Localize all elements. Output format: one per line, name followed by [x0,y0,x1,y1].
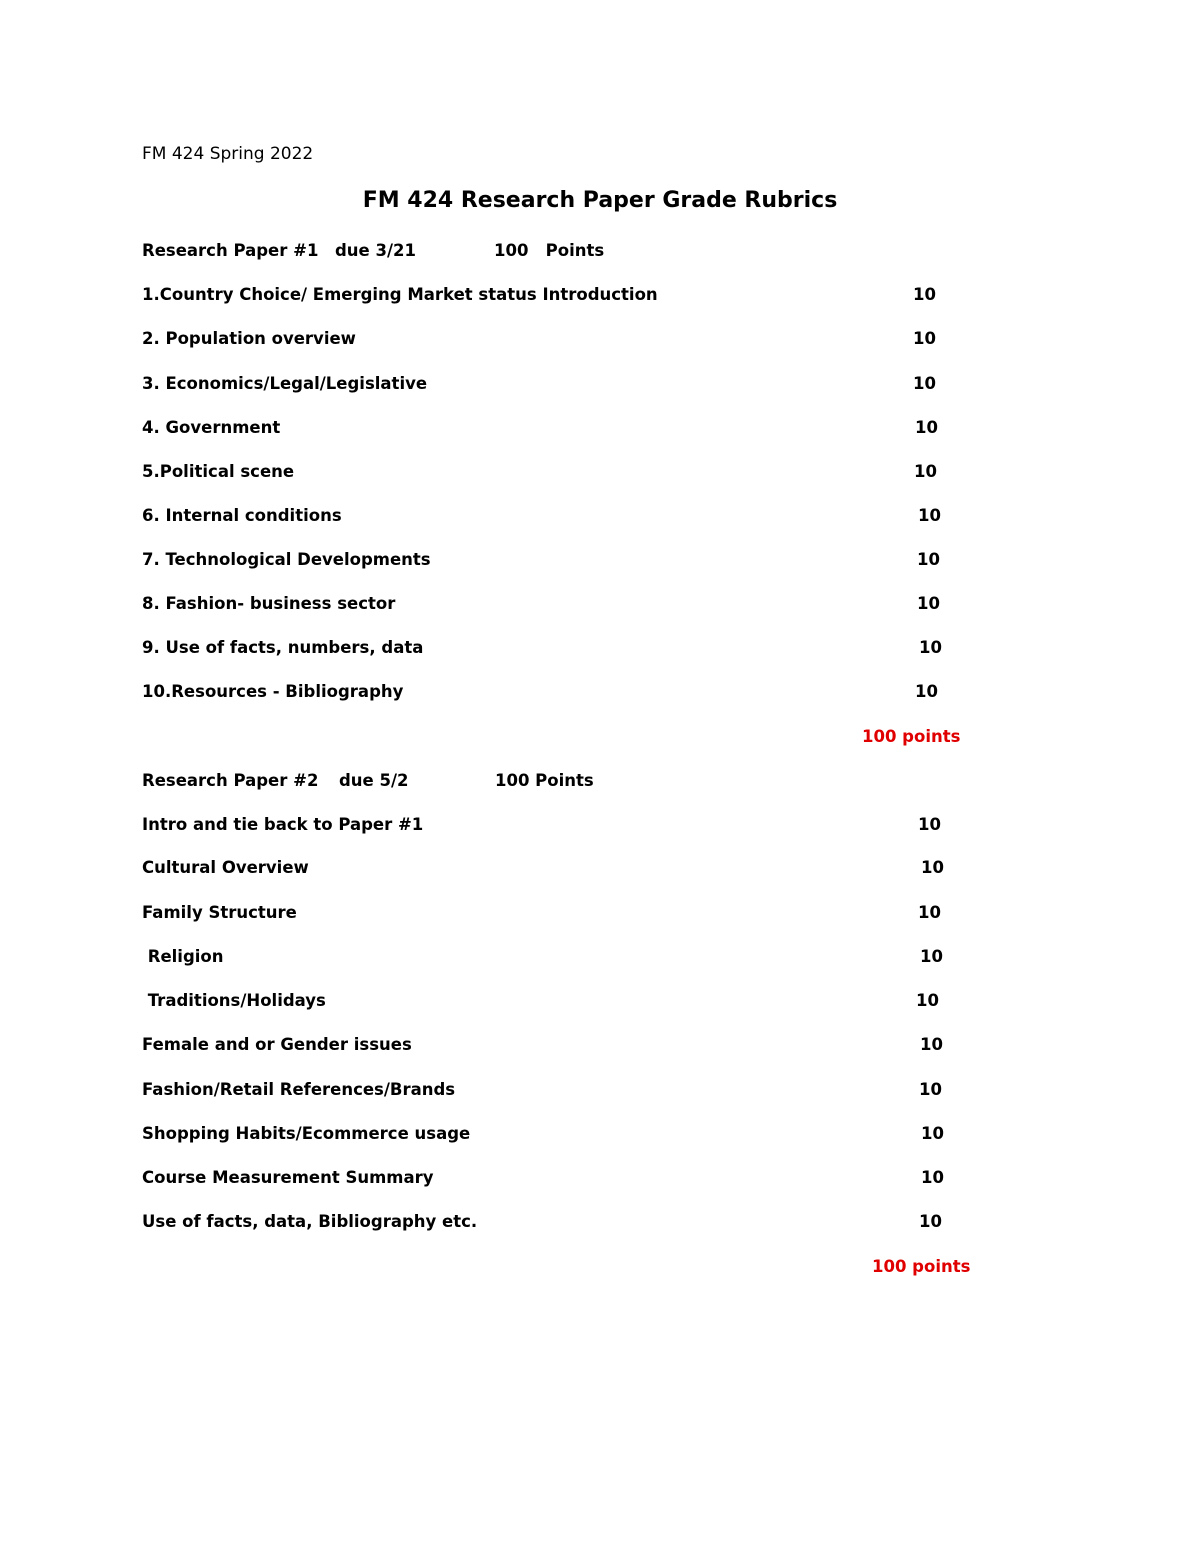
paper1-item-points: 10 [913,329,936,348]
paper1-item-points: 10 [914,462,937,481]
paper1-item-points: 10 [918,506,941,525]
paper1-label: Research Paper #1 [142,241,319,260]
document-title: FM 424 Research Paper Grade Rubrics [362,188,838,213]
paper1-item-label: 6. Internal conditions [142,506,342,525]
paper1-item-points: 10 [917,550,940,569]
paper1-item-label: 9. Use of facts, numbers, data [142,638,424,657]
paper1-item-points: 10 [919,638,942,657]
paper2-item-points: 10 [920,1035,943,1054]
course-header: FM 424 Spring 2022 [142,144,314,164]
paper1-item-points: 10 [913,374,936,393]
paper2-item-label: Cultural Overview [142,858,309,877]
paper2-item-label: Shopping Habits/Ecommerce usage [142,1124,471,1143]
paper1-item-points: 10 [915,682,938,701]
paper2-item-label: Religion [142,947,224,966]
paper2-total: 100 points [872,1257,971,1276]
paper2-item-label: Fashion/Retail References/Brands [142,1080,456,1099]
paper1-due: due 3/21 [335,241,416,260]
paper1-total: 100 points [862,727,961,746]
paper2-due: due 5/2 [339,771,409,790]
paper1-points: 100 Points [494,241,605,260]
paper1-item-points: 10 [913,285,936,304]
paper1-item-label: 5.Political scene [142,462,295,481]
paper2-item-label: Female and or Gender issues [142,1035,412,1054]
paper2-item-points: 10 [921,1168,944,1187]
paper2-item-label: Course Measurement Summary [142,1168,434,1187]
paper1-item-label: 7. Technological Developments [142,550,431,569]
paper2-item-label: Use of facts, data, Bibliography etc. [142,1212,478,1231]
paper2-item-points: 10 [920,947,943,966]
paper2-points: 100 Points [495,771,594,790]
paper1-item-label: 2. Population overview [142,329,356,348]
paper2-item-points: 10 [919,1080,942,1099]
paper2-item-points: 10 [918,815,941,834]
paper2-item-points: 10 [919,1212,942,1231]
paper1-item-points: 10 [915,418,938,437]
paper2-label: Research Paper #2 [142,771,319,790]
paper2-item-points: 10 [921,1124,944,1143]
paper1-item-label: 1.Country Choice/ Emerging Market status Introduction [142,285,658,304]
paper2-item-points: 10 [918,903,941,922]
paper2-item-label: Intro and tie back to Paper #1 [142,815,424,834]
paper2-item-label: Family Structure [142,903,297,922]
paper1-item-label: 4. Government [142,418,281,437]
paper1-item-label: 10.Resources - Bibliography [142,682,404,701]
paper1-item-points: 10 [917,594,940,613]
paper2-item-points: 10 [916,991,939,1010]
paper1-item-label: 8. Fashion- business sector [142,594,396,613]
paper2-item-points: 10 [921,858,944,877]
paper2-item-label: Traditions/Holidays [142,991,326,1010]
paper1-item-label: 3. Economics/Legal/Legislative [142,374,428,393]
